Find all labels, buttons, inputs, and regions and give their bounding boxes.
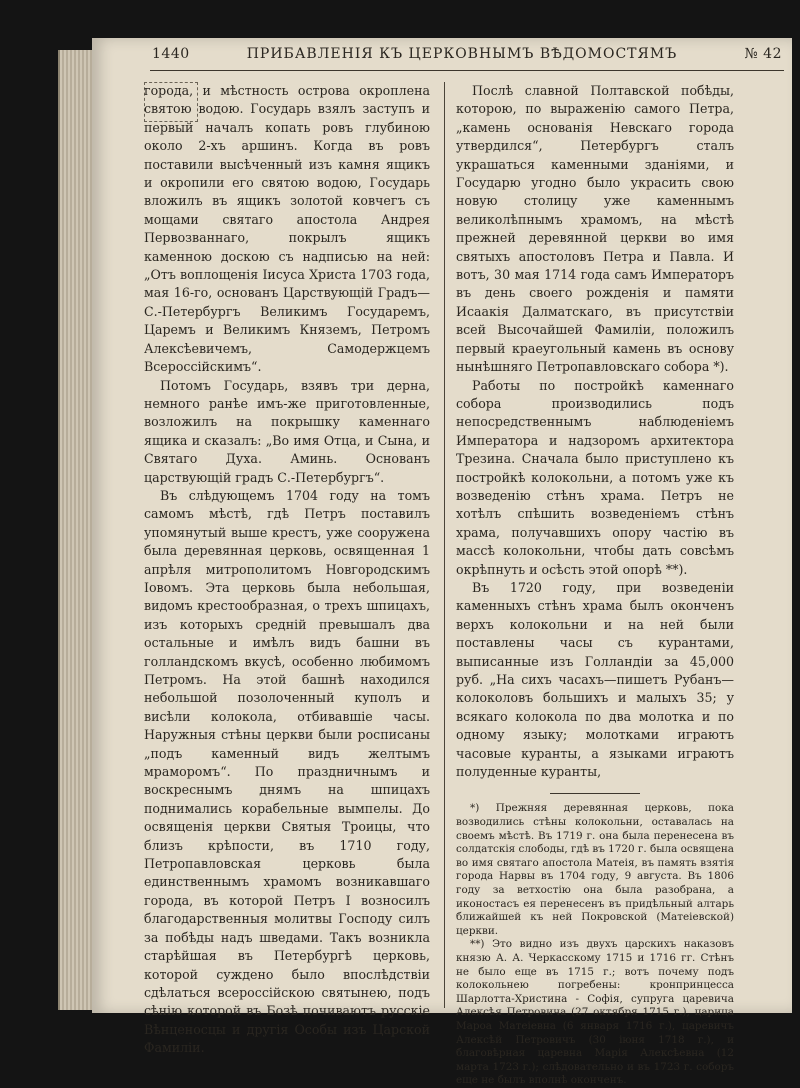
paragraph: Послѣ славной Полтавской побѣды, которою, по выраженію самого Петра, „камень основанія Невскаго города утвердился“, Петербургъ сталъ украшаться каменными зданіями, и Государю угодно было украсить свою новую столицу уже каменнымъ великолѣпнымъ храмомъ, на мѣстѣ прежней деревянной церкви во имя святыхъ апостоловъ Петра и Павла. И вотъ, 30 мая 1714 года самъ Императоръ въ день своего рожденія и памяти Исаакія Далматскаго, въ присутствіи всей Высочайшей Фамиліи, положилъ первый краеугольный камень въ основу нынѣшняго Петропавловскаго собора *). xyxy=(456,83,734,375)
header-rule xyxy=(150,70,784,71)
paragraph: Въ 1720 году, при возведеніи каменныхъ стѣнъ храма былъ оконченъ верхъ колокольни и на ней были поставлены часы съ курантами, выписанные изъ Голландіи за 45,000 руб. „На сихъ часахъ—пишетъ Рубанъ—колоколовъ большихъ и малыхъ 35; у всякаго колокола по два молотка и по одному языку; молотками играютъ часовые куранты, а языками играютъ полуденные куранты, xyxy=(456,579,734,780)
page-number: 1440 xyxy=(152,46,190,62)
paragraph: Въ слѣдующемъ 1704 году на томъ самомъ мѣстѣ, гдѣ Петръ поставилъ упомянутый выше крестъ, уже сооружена была деревянная церковь, освященная 1 апрѣля митрополитомъ Новгородскимъ Іовомъ. Эта церковь была небольшая, видомъ крестообразная, о трехъ шпицахъ, изъ которыхъ средній превышалъ два остальные и имѣлъ видъ башни въ голландскомъ вкусѣ, особенно любимомъ Петромъ. На этой башнѣ находился небольшой позолоченный куполъ и висѣли колокола, отбивавшіе часы. Наружныя стѣны церкви были росписаны „подъ каменный видъ желтымъ мраморомъ“. По праздничнымъ и воскреснымъ днямъ на шпицахъ поднимались корабельные вымпелы. До освященія церкви Святыя Троицы, что близъ крѣпости, въ 1710 году, Петропавловская церковь была единственнымъ храмомъ возникавшаго города, въ которой Петръ I возносилъ благодарственныя молитвы Господу силъ за побѣды надъ шведами. Такъ возникла старѣйшая въ Петербургѣ церковь, которой суждено было впослѣдствіи сдѣлаться всероссійскою святынею, подъ сѣнію которой въ Бозѣ почиваютъ русскіе Вѣнценосцы и другія Особы изъ Царской Фамиліи. xyxy=(144,487,430,1056)
book-page xyxy=(92,38,792,1087)
right-column xyxy=(456,82,734,1088)
paragraph: Работы по постройкѣ каменнаго собора производились подъ непосредственнымъ наблюденіемъ Императора и надзоромъ архитектора Трезина. Сначала было приступлено къ постройкѣ колокольни, а потомъ уже къ возведенію стѣнъ храма. Петръ не хотѣлъ спѣшить возведеніемъ стѣнъ храма, получавшихъ опору частію въ массѣ колокольни, чтобы дать совсѣмъ окрѣпнуть и осѣсть этой опорѣ **). xyxy=(456,377,734,577)
footnote: *) Прежняя деревянная церковь, пока возводились стѣны колокольни, оставалась на своемъ мѣстѣ. Въ 1719 г. она была перенесена въ солдатскія слободы, гдѣ въ 1720 г. была освящена во имя святаго апостола Матеія, въ память взятія города Нарвы въ 1704 году, 9 августа. Въ 1806 году за ветхостію она была разобрана, а иконостасъ ея перенесенъ въ придѣльный алтарь ближайшей къ ней Покровской (Матеіевской) церкви. xyxy=(456,802,734,937)
page-header xyxy=(152,46,782,68)
footnote-rule xyxy=(550,793,640,794)
footnotes xyxy=(456,802,734,1087)
paragraph: города, и мѣстность острова окроплена святою водою. Государь взялъ заступъ и первый началъ копать ровъ глубиною около 2-хъ аршинъ. Когда въ ровъ поставили высѣченный изъ камня ящикъ и окропили его святою водою, Государь вложилъ въ ящикъ золотой ковчегъ съ мощами святаго апостола Андрея Первозваннаго, покрылъ ящикъ каменною доскою съ надписью на ней: „Отъ воплощенія Іисуса Христа 1703 года, мая 16-го, основанъ Царствующій Градъ—С.-Петербургъ Великимъ Государемъ, Царемъ и Великимъ Княземъ, Петромъ Алексѣевичемъ, Самодержцемъ Всероссійскимъ“. xyxy=(144,83,430,375)
paragraph: Потомъ Государь, взявъ три дерна, немного ранѣе имъ-же приготовленные, возложилъ на покрышку каменнаго ящика и сказалъ: „Во имя Отца, и Сына, и Святаго Духа. Аминь. Основанъ царствующій градъ С.-Петербургъ“. xyxy=(144,377,430,485)
left-column xyxy=(144,82,430,1058)
running-title: ПРИБАВЛЕНІЯ КЪ ЦЕРКОВНЫМЪ ВѢДОМОСТЯМЪ xyxy=(246,46,678,62)
column-divider xyxy=(444,82,445,1008)
issue-number: № 42 xyxy=(744,46,782,62)
footnote: **) Это видно изъ двухъ царскихъ наказовъ князю А. А. Черкасскому 1715 и 1716 гг. Стѣнъ не было еще въ 1715 г.; вотъ почему подъ колокольнею погребены: кронпринцесса Шарлотта-Христина - Софія, супруга царевича Алексѣя Петровича (27 октября 1715 г.), царица Мароа Матеіевна (6 января 1716 г.), царевичъ Алексѣй Петровичъ (30 іюня 1718 г.), и благовѣрная царевна Марія Алексѣевна (12 марта 1723 г.); слѣдовательно и въ 1723 г. соборъ еще не былъ вполнѣ оконченъ. xyxy=(456,938,734,1087)
